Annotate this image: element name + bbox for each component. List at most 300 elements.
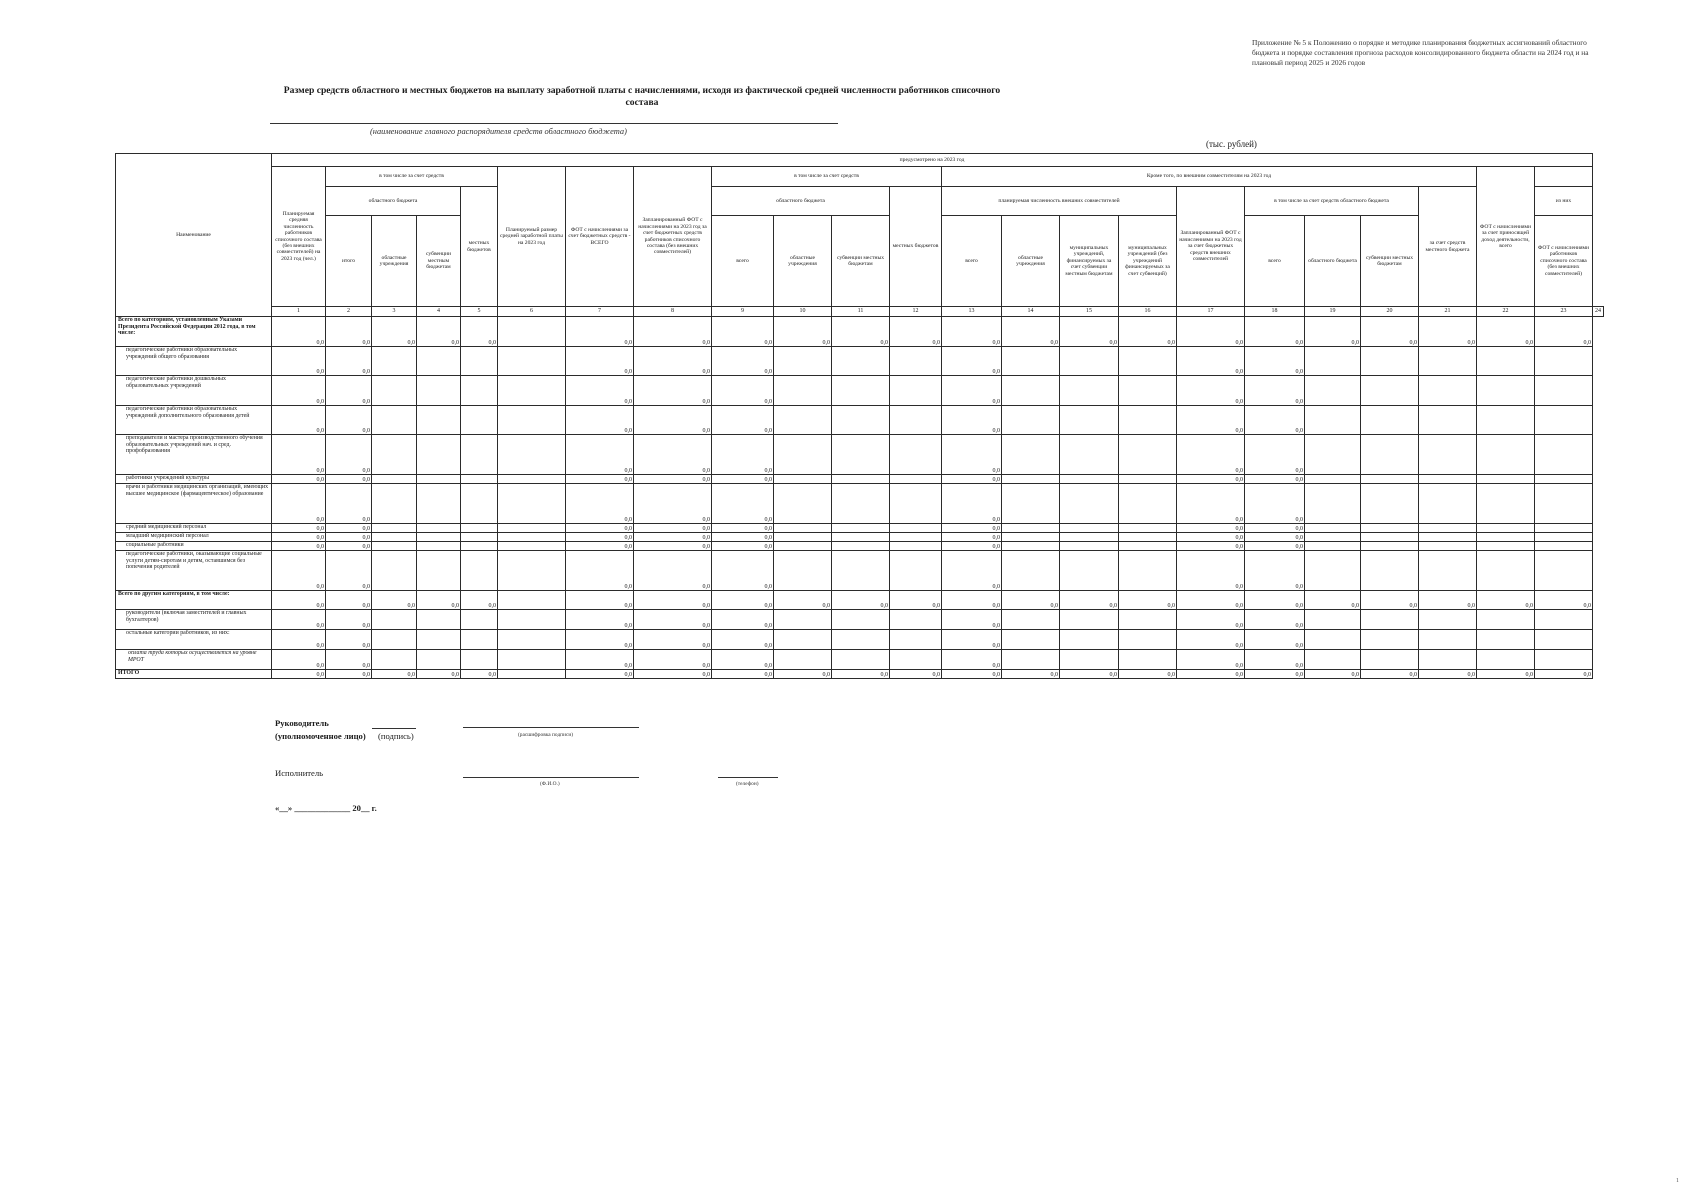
cell-value: [1305, 533, 1361, 542]
cell-value: [1419, 406, 1477, 435]
cell-value: [498, 591, 566, 610]
cell-value: 0,0: [712, 591, 774, 610]
cell-value: 0,0: [1305, 670, 1361, 679]
cell-value: 0,0: [566, 542, 634, 551]
sign-label: (подпись): [378, 731, 414, 741]
cell-value: [890, 630, 942, 650]
cell-value: 0,0: [1177, 406, 1245, 435]
cell-value: [461, 435, 498, 475]
cell-value: [1305, 435, 1361, 475]
cell-value: 0,0: [774, 317, 832, 347]
col-number: 2: [326, 307, 372, 317]
table-row: [116, 317, 1604, 347]
cell-value: 0,0: [1002, 317, 1060, 347]
row-name: Всего по другим категориям, в том числе:: [116, 591, 272, 610]
cell-value: 0,0: [1177, 551, 1245, 591]
cell-value: [1419, 484, 1477, 524]
fot-ext-header: Запланированный ФОТ с начислениями на 2023 год за счет бюджетных средств внешних совместителей: [1177, 187, 1245, 307]
cell-value: [774, 406, 832, 435]
cell-value: [890, 475, 942, 484]
cell-value: 0,0: [326, 670, 372, 679]
cell-value: 0,0: [566, 435, 634, 475]
cell-value: 0,0: [1245, 630, 1305, 650]
cell-value: [498, 551, 566, 591]
cell-value: 0,0: [634, 630, 712, 650]
row-name: ИТОГО: [116, 670, 272, 679]
cell-value: [461, 542, 498, 551]
cell-value: 0,0: [1477, 670, 1535, 679]
cell-value: 0,0: [417, 670, 461, 679]
cell-value: 0,0: [942, 591, 1002, 610]
cell-value: 0,0: [1177, 524, 1245, 533]
cell-value: 0,0: [1177, 376, 1245, 406]
cell-value: 0,0: [634, 376, 712, 406]
cell-value: 0,0: [1060, 317, 1119, 347]
cell-value: 0,0: [942, 551, 1002, 591]
cell-value: 0,0: [712, 650, 774, 670]
cell-value: [1361, 406, 1419, 435]
cell-value: [890, 650, 942, 670]
cell-value: [417, 650, 461, 670]
cell-value: 0,0: [774, 670, 832, 679]
cell-value: [832, 484, 890, 524]
cell-value: [890, 524, 942, 533]
cell-value: 0,0: [634, 610, 712, 630]
cell-value: 0,0: [1245, 317, 1305, 347]
cell-value: [417, 347, 461, 376]
regional-budget2-header: областного бюджета: [712, 187, 890, 216]
incl-funds-header: в том числе за счет средств: [326, 167, 498, 187]
cell-value: [461, 650, 498, 670]
cell-value: [890, 542, 942, 551]
cell-value: 0,0: [1245, 650, 1305, 670]
table-row: [116, 630, 1604, 650]
cell-value: 0,0: [1177, 670, 1245, 679]
cell-value: 0,0: [326, 650, 372, 670]
table-row: [116, 591, 1604, 610]
cell-value: [498, 317, 566, 347]
row-name: педагогические работники, оказывающие социальные услуги детям-сиротам и детям, оставшимся без попечения родителей: [116, 551, 272, 591]
cell-value: 0,0: [634, 524, 712, 533]
cell-value: [1477, 484, 1535, 524]
cell-value: [832, 533, 890, 542]
cell-value: [1060, 347, 1119, 376]
cell-value: 0,0: [712, 475, 774, 484]
cell-value: [1361, 347, 1419, 376]
cell-value: [417, 376, 461, 406]
cell-value: 0,0: [1177, 475, 1245, 484]
cell-value: 0,0: [712, 630, 774, 650]
table-row: [116, 475, 1604, 484]
cell-value: 0,0: [1177, 317, 1245, 347]
cell-value: [417, 533, 461, 542]
cell-value: [498, 670, 566, 679]
row-name: педагогические работники дошкольных образовательных учреждений: [116, 376, 272, 406]
cell-value: [1305, 524, 1361, 533]
cell-value: 0,0: [272, 406, 326, 435]
table-row: [116, 347, 1604, 376]
cell-value: [417, 542, 461, 551]
cell-value: 0,0: [326, 630, 372, 650]
cell-value: [1361, 484, 1419, 524]
row-name: руководители (включая заместителей и главных бухгалтеров): [116, 610, 272, 630]
cell-value: [1119, 475, 1177, 484]
cell-value: [1305, 475, 1361, 484]
row-name: остальные категории работников, из них:: [116, 630, 272, 650]
cell-value: 0,0: [942, 542, 1002, 551]
cell-value: [1119, 376, 1177, 406]
cell-value: 0,0: [634, 650, 712, 670]
cell-value: [1361, 630, 1419, 650]
table-row: [116, 650, 1604, 670]
cell-value: [832, 347, 890, 376]
cell-value: 0,0: [566, 610, 634, 630]
budget-table: [115, 153, 1604, 679]
cell-value: 0,0: [712, 347, 774, 376]
cell-value: 0,0: [890, 591, 942, 610]
cell-value: [1535, 650, 1593, 670]
cell-value: [1535, 533, 1593, 542]
cell-value: 0,0: [417, 591, 461, 610]
col-number: 4: [417, 307, 461, 317]
cell-value: [1060, 484, 1119, 524]
cell-value: 0,0: [1535, 591, 1593, 610]
cell-value: [1119, 650, 1177, 670]
local2-header: местных бюджетов: [890, 187, 942, 307]
cell-value: 0,0: [832, 591, 890, 610]
cell-value: 0,0: [326, 317, 372, 347]
col-number: 22: [1477, 307, 1535, 317]
cell-value: [1002, 650, 1060, 670]
total-header: итого: [326, 216, 372, 307]
cell-value: [498, 406, 566, 435]
cell-value: [372, 610, 417, 630]
cell-value: 0,0: [1245, 610, 1305, 630]
cell-value: [1361, 533, 1419, 542]
cell-value: 0,0: [566, 376, 634, 406]
cell-value: 0,0: [942, 475, 1002, 484]
cell-value: [461, 533, 498, 542]
cell-value: [774, 542, 832, 551]
cell-value: [1305, 484, 1361, 524]
col-number: 10: [774, 307, 832, 317]
cell-value: [372, 406, 417, 435]
cell-value: [1002, 630, 1060, 650]
col-number: 13: [942, 307, 1002, 317]
table-row: [116, 542, 1604, 551]
cell-value: [832, 551, 890, 591]
col-number: 17: [1177, 307, 1245, 317]
of-them-spacer: [1535, 167, 1593, 187]
cell-value: [1305, 347, 1361, 376]
cell-value: 0,0: [634, 435, 712, 475]
cell-value: 0,0: [1245, 524, 1305, 533]
cell-value: [1060, 435, 1119, 475]
cell-value: 0,0: [712, 551, 774, 591]
cell-value: 0,0: [1361, 591, 1419, 610]
cell-value: 0,0: [1245, 542, 1305, 551]
cell-value: 0,0: [272, 524, 326, 533]
cell-value: 0,0: [1002, 670, 1060, 679]
units-label: (тыс. рублей): [1206, 139, 1257, 149]
table-row: [116, 376, 1604, 406]
cell-value: [890, 610, 942, 630]
cell-value: [1361, 435, 1419, 475]
row-name: средний медицинский персонал: [116, 524, 272, 533]
col-number: 24: [1593, 307, 1604, 317]
cell-value: [1477, 533, 1535, 542]
cell-value: [1002, 484, 1060, 524]
cell-value: [1535, 435, 1593, 475]
cell-value: 0,0: [1245, 347, 1305, 376]
cell-value: [1477, 347, 1535, 376]
cell-value: [372, 551, 417, 591]
cell-value: [372, 533, 417, 542]
cell-value: 0,0: [1305, 591, 1361, 610]
row-name: педагогические работники образовательных учреждений общего образования: [116, 347, 272, 376]
cell-value: [498, 630, 566, 650]
cell-value: 0,0: [272, 435, 326, 475]
cell-value: [1361, 376, 1419, 406]
subv-local-header: субвенции местным бюджетам: [417, 216, 461, 307]
reg-inst2-header: областные учреждения: [774, 216, 832, 307]
row-name: Всего по категориям, установленным Указами Президента Российской Федерации 2012 года, в том числе:: [116, 317, 272, 347]
cell-value: [498, 435, 566, 475]
cell-value: [461, 524, 498, 533]
cell-value: [1361, 551, 1419, 591]
table-row: [116, 533, 1604, 542]
cell-value: 0,0: [1245, 406, 1305, 435]
cell-value: [1477, 542, 1535, 551]
page-title: Размер средств областного и местных бюджетов на выплату заработной платы с начислениями, исходя из фактической средней численности работников списочного состава: [283, 85, 1001, 108]
cell-value: [1305, 376, 1361, 406]
cell-value: [1002, 435, 1060, 475]
cell-value: [774, 650, 832, 670]
cell-value: [1119, 484, 1177, 524]
cell-value: [832, 630, 890, 650]
cell-value: 0,0: [1177, 591, 1245, 610]
mun-financed-header: муниципальных учреждений, финансируемых за счет субвенции местным бюджетам: [1060, 216, 1119, 307]
row-name: младший медицинский персонал: [116, 533, 272, 542]
cell-value: [1477, 551, 1535, 591]
cell-value: [461, 347, 498, 376]
cell-value: 0,0: [774, 591, 832, 610]
cell-value: [1361, 524, 1419, 533]
cell-value: [890, 406, 942, 435]
cell-value: 0,0: [461, 670, 498, 679]
cell-value: 0,0: [1245, 670, 1305, 679]
cell-value: [1535, 542, 1593, 551]
cell-value: 0,0: [326, 475, 372, 484]
table-row: [116, 551, 1604, 591]
cell-value: [774, 524, 832, 533]
fot-income-header: ФОТ с начислениями за счет приносящей доход деятельности, всего: [1477, 167, 1535, 307]
cell-value: [1477, 630, 1535, 650]
col-number: 16: [1119, 307, 1177, 317]
cell-value: 0,0: [1002, 591, 1060, 610]
cell-value: [832, 524, 890, 533]
cell-value: 0,0: [326, 484, 372, 524]
cell-value: 0,0: [326, 533, 372, 542]
reg-budget3-header: областного бюджета: [1305, 216, 1361, 307]
avg-salary-header: Планируемый размер средней заработной платы на 2023 год: [498, 167, 566, 307]
cell-value: [1535, 376, 1593, 406]
row-name: работники учреждений культуры: [116, 475, 272, 484]
page-number: 1: [1676, 1178, 1679, 1184]
cell-value: [1002, 347, 1060, 376]
table-body: [116, 317, 1604, 679]
cell-value: [1060, 650, 1119, 670]
cell-value: 0,0: [461, 591, 498, 610]
cell-value: [461, 475, 498, 484]
cell-value: 0,0: [942, 630, 1002, 650]
cell-value: [1361, 475, 1419, 484]
cell-value: [774, 610, 832, 630]
cell-value: [1477, 524, 1535, 533]
col-name-header: Наименование: [116, 154, 272, 317]
row-name: преподаватели и мастера производственного обучения образовательных учреждений нач. и сред. профобразования: [116, 435, 272, 475]
cell-value: 0,0: [1535, 670, 1593, 679]
cell-value: [498, 376, 566, 406]
cell-value: [890, 376, 942, 406]
cell-value: [1361, 610, 1419, 630]
reg-inst3-header: областные учреждения: [1002, 216, 1060, 307]
cell-value: 0,0: [1477, 317, 1535, 347]
cell-value: [1419, 630, 1477, 650]
cell-value: [498, 542, 566, 551]
cell-value: 0,0: [566, 347, 634, 376]
cell-value: [417, 435, 461, 475]
cell-value: 0,0: [566, 533, 634, 542]
cell-value: [1305, 406, 1361, 435]
cell-value: [1419, 551, 1477, 591]
cell-value: [372, 650, 417, 670]
cell-value: 0,0: [1177, 533, 1245, 542]
cell-value: [461, 551, 498, 591]
cell-value: [1119, 347, 1177, 376]
cell-value: 0,0: [272, 484, 326, 524]
cell-value: 0,0: [566, 551, 634, 591]
cell-value: [1119, 630, 1177, 650]
cell-value: [1119, 610, 1177, 630]
cell-value: [1002, 610, 1060, 630]
cell-value: [1305, 542, 1361, 551]
cell-value: 0,0: [272, 551, 326, 591]
row-name: оплата труда которых осуществляется на уровне МРОТ: [116, 650, 272, 670]
cell-value: 0,0: [1177, 630, 1245, 650]
cell-value: [1419, 475, 1477, 484]
cell-value: [832, 610, 890, 630]
cell-value: [890, 484, 942, 524]
cell-value: 0,0: [326, 591, 372, 610]
col-number: 15: [1060, 307, 1119, 317]
planned-2023-header: предусмотрено на 2023 год: [272, 154, 1593, 167]
row-name: социальные работники: [116, 542, 272, 551]
cell-value: 0,0: [1245, 551, 1305, 591]
cell-value: 0,0: [1245, 484, 1305, 524]
cell-value: 0,0: [272, 376, 326, 406]
cell-value: 0,0: [566, 630, 634, 650]
cell-value: 0,0: [1060, 591, 1119, 610]
cell-value: [1002, 542, 1060, 551]
row-name: врачи и работники медицинских организаций, имеющих высшее медицинское (фармацевтическое) образование: [116, 484, 272, 524]
head-sign-line: [372, 728, 416, 729]
cell-value: 0,0: [1419, 591, 1477, 610]
col-number: 7: [566, 307, 634, 317]
cell-value: [372, 630, 417, 650]
cell-value: [498, 347, 566, 376]
cell-value: [498, 524, 566, 533]
cell-value: [1060, 475, 1119, 484]
cell-value: [1477, 475, 1535, 484]
col-number: 8: [634, 307, 712, 317]
cell-value: 0,0: [1305, 317, 1361, 347]
cell-value: 0,0: [326, 551, 372, 591]
fio-caption: (Ф.И.О.): [540, 781, 560, 787]
cell-value: [1419, 524, 1477, 533]
cell-value: 0,0: [566, 475, 634, 484]
cell-value: 0,0: [942, 670, 1002, 679]
cell-value: 0,0: [634, 533, 712, 542]
cell-value: [774, 630, 832, 650]
appendix-note: Приложение № 5 к Положению о порядке и методике планирования бюджетных ассигнований областного бюджета и порядке составления прогноза расходов консолидированного бюджета области на 2024 год и на плановый период 2025 и 2026 годов: [1252, 38, 1589, 67]
fot-planned-header: Запланированный ФОТ с начислениями на 2023 год за счет бюджетных средств работников списочного состава (без внешних совместителей): [634, 167, 712, 307]
table-row: [116, 670, 1604, 679]
cell-value: 0,0: [1419, 670, 1477, 679]
cell-value: [372, 484, 417, 524]
cell-value: [1060, 533, 1119, 542]
cell-value: 0,0: [326, 347, 372, 376]
col-number: 18: [1245, 307, 1305, 317]
head-decode-line: [463, 727, 639, 728]
cell-value: 0,0: [634, 406, 712, 435]
fot-list-header: ФОТ с начислениями работников списочного состава (без внешних совместителей): [1535, 216, 1593, 307]
cell-value: 0,0: [712, 317, 774, 347]
cell-value: 0,0: [326, 376, 372, 406]
cell-value: [1535, 524, 1593, 533]
cell-value: 0,0: [634, 670, 712, 679]
cell-value: 0,0: [942, 484, 1002, 524]
cell-value: [1535, 475, 1593, 484]
cell-value: [890, 533, 942, 542]
table-row: [116, 524, 1604, 533]
phone-caption: (телефон): [736, 781, 759, 787]
cell-value: [1535, 610, 1593, 630]
cell-value: 0,0: [1177, 347, 1245, 376]
cell-value: 0,0: [272, 591, 326, 610]
col-number: 21: [1419, 307, 1477, 317]
cell-value: 0,0: [942, 347, 1002, 376]
vsego3-header: всего: [1245, 216, 1305, 307]
col-number: 1: [272, 307, 326, 317]
cell-value: [1477, 650, 1535, 670]
cell-value: 0,0: [634, 542, 712, 551]
cell-value: [1419, 533, 1477, 542]
cell-value: [417, 630, 461, 650]
fot-all-header: ФОТ с начислениями за счет бюджетных средств - ВСЕГО: [566, 167, 634, 307]
cell-value: 0,0: [634, 347, 712, 376]
cell-value: [1419, 347, 1477, 376]
cell-value: [417, 484, 461, 524]
cell-value: [1060, 406, 1119, 435]
cell-value: 0,0: [1245, 591, 1305, 610]
cell-value: [1477, 376, 1535, 406]
cell-value: [1060, 542, 1119, 551]
cell-value: 0,0: [272, 347, 326, 376]
cell-value: [1002, 551, 1060, 591]
executor-fio-line: [463, 777, 639, 778]
cell-value: [890, 551, 942, 591]
